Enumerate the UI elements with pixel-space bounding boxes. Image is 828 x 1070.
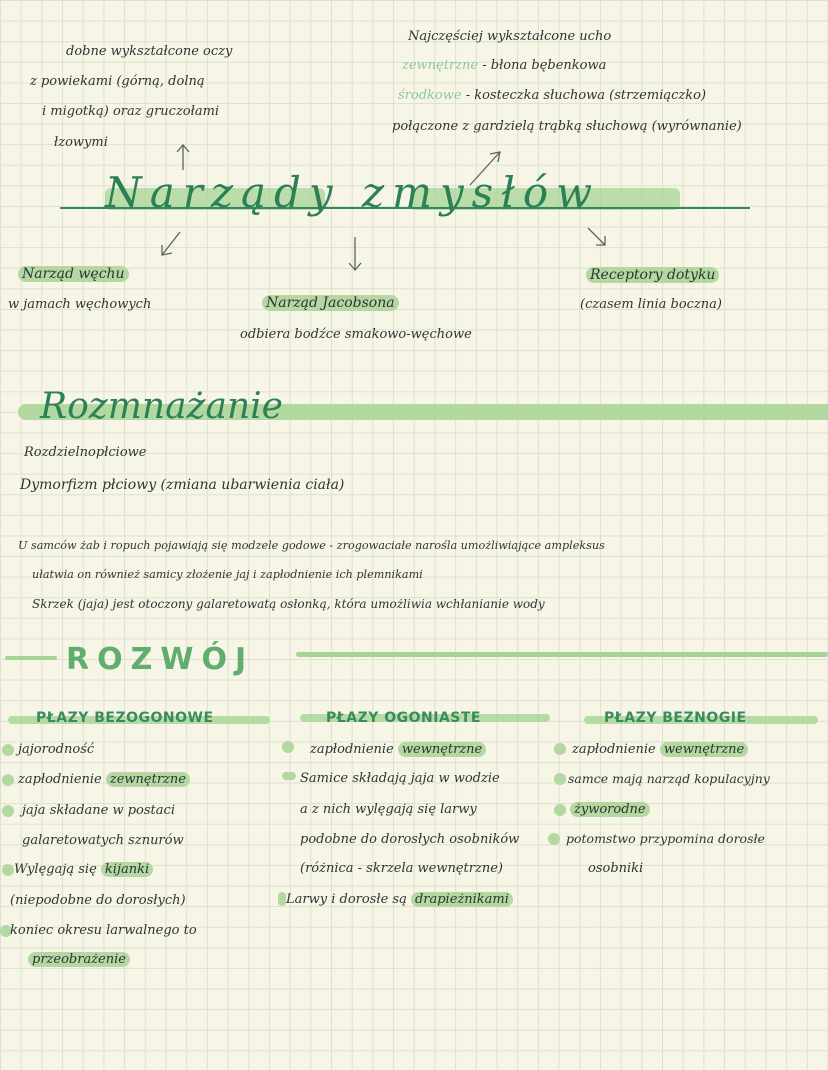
col1-line-4: galaretowatych sznurów: [22, 833, 184, 848]
reproduction-line-4: ułatwia on również samicy złożenie jaj i zapłodnienie ich plemnikami: [32, 568, 423, 581]
col3-line-5: osobniki: [588, 861, 644, 876]
bullet: [2, 805, 14, 817]
col2-line-6: Larwy i dorosłe są drapieżnikami: [286, 893, 513, 906]
col2-line-5: (różnica - skrzela wewnętrzne): [300, 861, 503, 876]
bullet: [282, 741, 294, 753]
col1-line-1: jajorodność: [18, 742, 95, 757]
col1-line-8: przeobrażenie: [28, 953, 130, 966]
smell-organ-label: Narząd węchu: [18, 267, 129, 281]
reproduction-line-2: Dymorfizm płciowy (zmiana ubarwienia ciała): [20, 477, 345, 493]
bullet: [554, 804, 566, 816]
eyes-line-3: i migotką) oraz gruczołami: [42, 104, 220, 119]
col3-line-1: zapłodnienie wewnętrzne: [572, 743, 748, 756]
col1-line-2: zapłodnienie zewnętrzne: [18, 773, 190, 786]
eyes-line-1: dobne wykształcone oczy: [66, 44, 233, 59]
bullet: [282, 772, 296, 780]
jacobson-organ-label: Narząd Jacobsona: [262, 296, 399, 310]
col2-line-2: Samice składają jaja w wodzie: [300, 771, 500, 786]
development-title: ROZWÓJ: [66, 642, 255, 677]
reproduction-line-1: Rozdzielnopłciowe: [24, 445, 147, 460]
reproduction-line-5: Skrzek (jaja) jest otoczony galaretowatą osłonką, która umożliwia wchłanianie wody: [32, 597, 545, 611]
touch-receptors-label: Receptory dotyku: [586, 268, 719, 282]
ear-line-1: Najczęściej wykształcone ucho: [408, 29, 612, 44]
col2-line-3: a z nich wylęgają się larwy: [300, 802, 477, 817]
ear-line-2: zewnętrzne - błona bębenkowa: [402, 58, 607, 73]
col1-line-7: koniec okresu larwalnego to: [10, 923, 197, 938]
col2-line-4: podobne do dorosłych osobników: [300, 832, 520, 847]
reproduction-title: Rozmnażanie: [40, 386, 283, 427]
development-rule-right: [296, 652, 828, 657]
col3-line-2: samce mają narząd kopulacyjny: [568, 771, 770, 786]
col2-line-1: zapłodnienie wewnętrzne: [310, 743, 486, 756]
bullet: [554, 743, 566, 755]
col3-line-3: żyworodne: [570, 803, 650, 816]
development-rule-left: [5, 656, 57, 660]
ear-line-4: połączone z gardzielą trąbką słuchową (wyrównanie): [392, 119, 742, 134]
reproduction-line-3: U samców żab i ropuch pojawiają się modzele godowe - zrogowaciałe narośla umożliwiające ampleksus: [18, 539, 605, 552]
bullet: [554, 773, 566, 785]
eyes-line-2: z powiekami (górną, dolną: [30, 74, 205, 89]
sense-organs-title: Narządy zmysłów: [105, 168, 601, 217]
bullet: [2, 864, 14, 876]
col1-line-5: Wylęgają się kijanki: [14, 863, 153, 876]
col1-line-3: jaja składane w postaci: [22, 803, 175, 818]
bullet: [2, 774, 14, 786]
col2-header: PŁAZY OGONIASTE: [326, 710, 481, 726]
smell-organ-desc: w jamach węchowych: [8, 297, 152, 312]
col3-header: PŁAZY BEZNOGIE: [604, 710, 747, 726]
col1-header: PŁAZY BEZOGONOWE: [36, 710, 214, 726]
bullet: [548, 833, 560, 845]
ear-line-3: środkowe - kosteczka słuchowa (strzemiączko): [398, 88, 707, 103]
eyes-line-4: łzowymi: [54, 135, 108, 150]
arrows-diagram: [0, 0, 828, 300]
bullet: [278, 892, 286, 906]
touch-receptors-desc: (czasem linia boczna): [580, 297, 722, 312]
jacobson-organ-desc: odbiera bodźce smakowo-węchowe: [240, 327, 472, 342]
col3-line-4: potomstwo przypomina dorosłe: [566, 831, 765, 846]
col1-line-6: (niepodobne do dorosłych): [10, 893, 186, 908]
bullet: [2, 744, 14, 756]
